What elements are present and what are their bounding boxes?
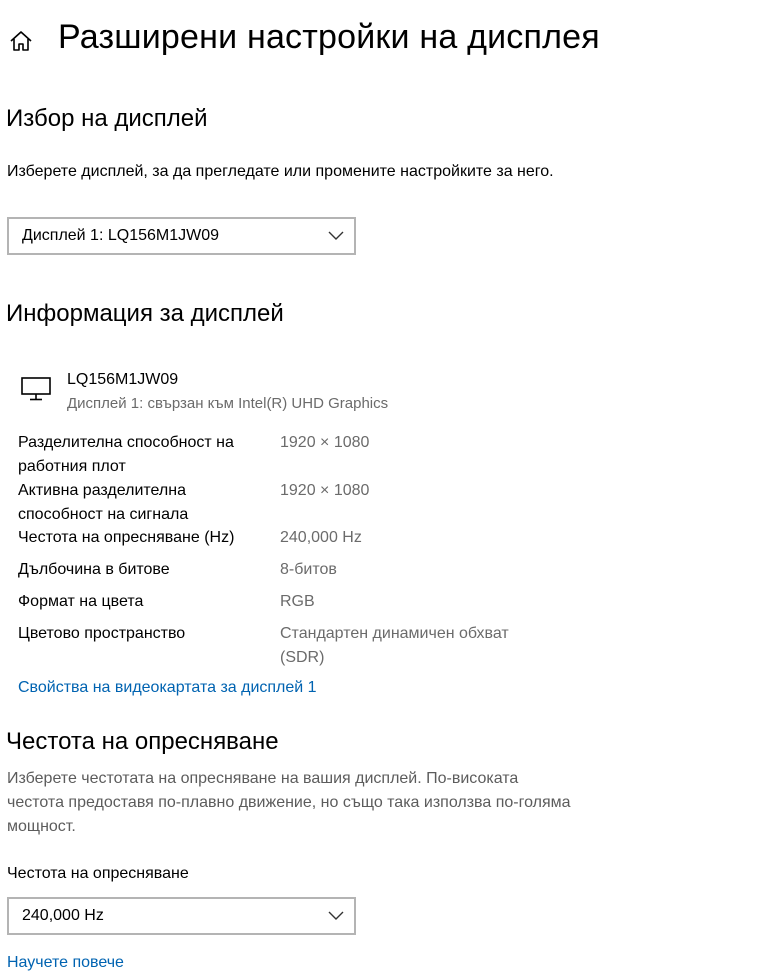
info-label-bit-depth: Дълбочина в битове [18, 561, 170, 578]
info-label-color-space: Цветово пространство [18, 625, 186, 642]
display-adapter-properties-link[interactable]: Свойства на видеокартата за дисплей 1 [18, 679, 317, 696]
info-label-desktop-resolution: Разделителна способност на работния плот [18, 434, 234, 475]
display-dropdown[interactable] [7, 217, 356, 255]
monitor-icon [20, 376, 52, 402]
home-icon[interactable] [8, 28, 34, 54]
monitor-name: LQ156M1JW09 [67, 371, 179, 388]
info-value-bit-depth: 8-битов [280, 561, 337, 578]
info-value-color-space: Стандартен динамичен обхват (SDR) [280, 625, 509, 666]
chevron-down-icon [328, 231, 344, 241]
display-info-heading: Информация за дисплей [6, 300, 284, 327]
info-value-active-signal-resolution: 1920 × 1080 [280, 482, 370, 499]
page-title: Разширени настройки на дисплея [58, 18, 600, 56]
info-label-refresh-rate: Честота на опресняване (Hz) [18, 529, 235, 546]
info-value-desktop-resolution: 1920 × 1080 [280, 434, 370, 451]
refresh-rate-field-label: Честота на опресняване [7, 865, 189, 882]
info-value-color-format: RGB [280, 593, 315, 610]
refresh-rate-dropdown-value: 240,000 Hz [22, 907, 104, 924]
info-value-refresh-rate: 240,000 Hz [280, 529, 362, 546]
info-label-active-signal-resolution: Активна разделителна способност на сигнала [18, 482, 189, 523]
select-display-heading: Избор на дисплей [6, 105, 208, 132]
info-label-color-format: Формат на цвета [18, 593, 144, 610]
chevron-down-icon [328, 911, 344, 921]
display-dropdown-value: Дисплей 1: LQ156M1JW09 [22, 227, 220, 244]
monitor-subtitle: Дисплей 1: свързан към Intel(R) UHD Graphics [67, 395, 389, 412]
refresh-rate-dropdown[interactable] [7, 897, 356, 935]
learn-more-link[interactable]: Научете повече [7, 954, 124, 971]
refresh-rate-heading: Честота на опресняване [6, 728, 279, 755]
select-display-description: Изберете дисплей, за да прегледате или промените настройките за него. [7, 163, 554, 180]
refresh-rate-description: Изберете честотата на опресняване на вашия дисплей. По-високата честота предоставя по-плавно движение, но също така използва по-голяма мощност. [7, 770, 571, 835]
